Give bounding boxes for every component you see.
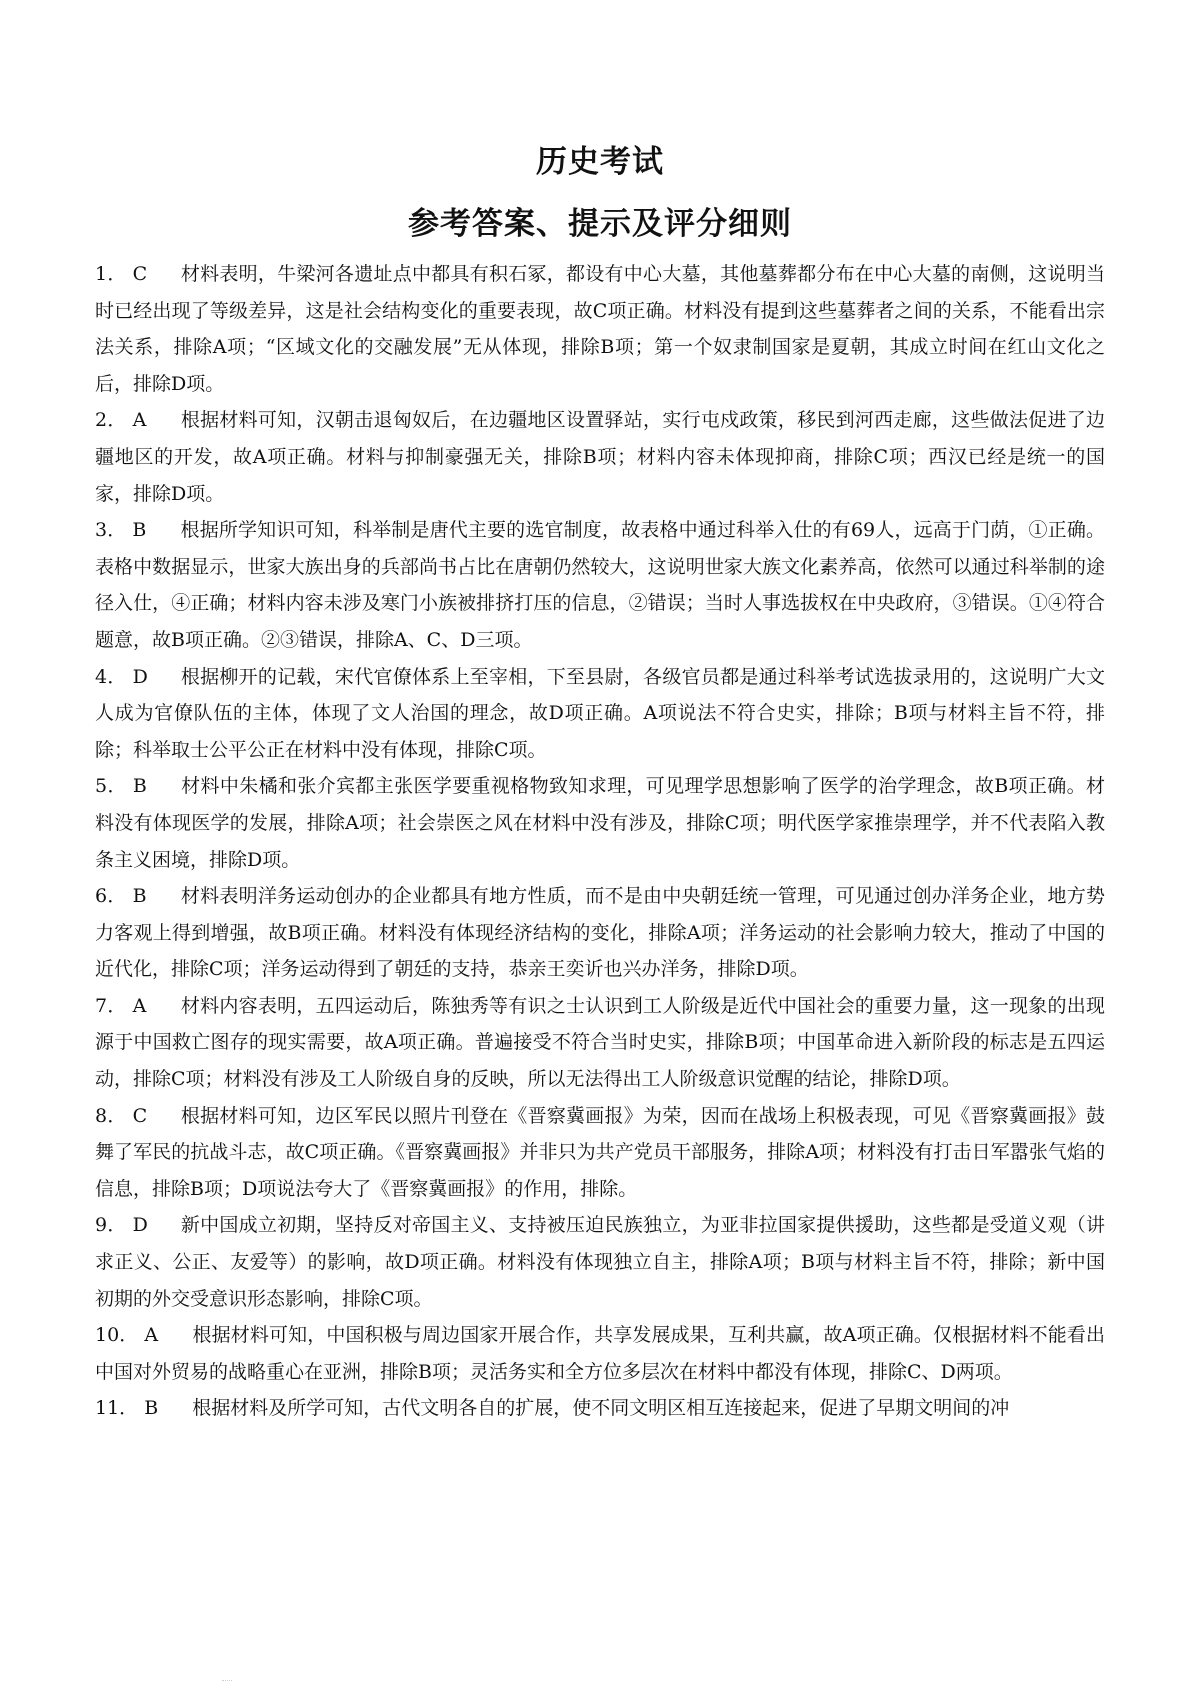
question-number: 9． [95,1214,127,1237]
answer-item-3 [95,512,1105,658]
answer-choice: A [144,1324,159,1347]
question-number: 3． [95,519,127,542]
answer-list [95,256,1105,1427]
question-number: 8． [95,1104,127,1127]
answer-item-1 [95,256,1105,402]
answer-item-9 [95,1207,1105,1317]
question-number: 1． [95,263,127,285]
answer-choice: B [132,519,147,542]
answer-explanation: 根据材料可知，边区军民以照片刊登在《晋察冀画报》为荣，因而在战场上积极表现，可见《晋察冀画报》鼓舞了军民的抗战斗志，故C项正确。《晋察冀画报》并非只为共产党员干部服务，排除A项；材料没有打击日军嚣张气焰的信息，排除B项；D项说法夸大了《晋察冀画报》的作用，排除。 [95,1104,1105,1200]
answer-explanation: 材料表明，牛梁河各遗址点中都具有积石冢，都设有中心大墓，其他墓葬都分布在中心大墓的南侧，这说明当时已经出现了等级差异，这是社会结构变化的重要表现，故C项正确。材料没有提到这些墓葬者之间的关系，不能看出宗法关系，排除A项；“区域文化的交融发展”无从体现，排除B项；第一个奴隶制国家是夏朝，其成立时间在红山文化之后，排除D项。 [95,263,1105,395]
scan-dot-mark [222,1680,232,1683]
answer-choice: A [132,994,147,1017]
answer-choice: D [132,665,148,688]
question-number: 6． [95,885,127,908]
answer-choice: B [144,1397,159,1420]
question-number: 4． [95,665,127,688]
answer-explanation: 根据柳开的记载，宋代官僚体系上至宰相，下至县尉，各级官员都是通过科举考试选拔录用的，这说明广大文人成为官僚队伍的主体，体现了文人治国的理念，故D项正确。A项说法不符合史实，排除；B项与材料主旨不符，排除；科举取士公平公正在材料中没有体现，排除C项。 [95,665,1105,761]
answer-explanation: 根据材料可知，汉朝击退匈奴后，在边疆地区设置驿站，实行屯戍政策，移民到河西走廊，这些做法促进了边疆地区的开发，故A项正确。材料与抑制豪强无关，排除B项；材料内容未体现抑商，排除C项；西汉已经是统一的国家，排除D项。 [95,409,1105,505]
answer-item-4 [95,659,1105,769]
answer-explanation: 材料表明洋务运动创办的企业都具有地方性质，而不是由中央朝廷统一管理，可见通过创办洋务企业，地方势力客观上得到增强，故B项正确。材料没有体现经济结构的变化，排除A项；洋务运动的社会影响力较大，推动了中国的近代化，排除C项；洋务运动得到了朝廷的支持，恭亲王奕䜣也兴办洋务，排除D项。 [95,885,1105,981]
answer-item-8 [95,1098,1105,1208]
answer-choice: D [132,1214,148,1237]
answer-choice: C [132,1104,148,1127]
page-title: 历史考试 [536,144,664,180]
question-number: 2． [95,409,127,432]
answer-item-11 [95,1390,1105,1427]
question-number: 7． [95,994,127,1017]
answer-item-7 [95,988,1105,1098]
answer-item-5 [95,768,1105,878]
answer-item-2 [95,402,1105,512]
answer-explanation: 根据所学知识可知，科举制是唐代主要的选官制度，故表格中通过科举入仕的有69人，远高于门荫，①正确。表格中数据显示，世家大族出身的兵部尚书占比在唐朝仍然较大，这说明世家大族文化素养高，依然可以通过科举制的途径入仕，④正确；材料内容未涉及寒门小族被排挤打压的信息，②错误；当时人事选拔权在中央政府，③错误。①④符合题意，故B项正确。②③错误，排除A、C、D三项。 [95,519,1105,651]
answer-explanation: 根据材料及所学可知，古代文明各自的扩展，使不同文明区相互连接起来，促进了早期文明间的冲 [192,1397,1010,1420]
answer-item-6 [95,878,1105,988]
question-number: 10． [95,1324,139,1347]
answer-explanation: 材料中朱橘和张介宾都主张医学要重视格物致知求理，可见理学思想影响了医学的治学理念，故B项正确。材料没有体现医学的发展，排除A项；社会崇医之风在材料中没有涉及，排除C项；明代医学家推崇理学，并不代表陷入教条主义困境，排除D项。 [95,775,1105,871]
answer-explanation: 新中国成立初期，坚持反对帝国主义、支持被压迫民族独立，为亚非拉国家提供援助，这些都是受道义观（讲求正义、公正、友爱等）的影响，故D项正确。材料没有体现独立自主，排除A项；B项与材料主旨不符，排除；新中国初期的外交受意识形态影响，排除C项。 [95,1214,1105,1310]
answer-choice: C [132,263,148,285]
answer-item-10 [95,1317,1105,1390]
answer-choice: B [132,885,147,908]
page-subtitle: 参考答案、提示及评分细则 [408,206,792,242]
answer-choice: A [132,409,147,432]
answer-explanation: 根据材料可知，中国积极与周边国家开展合作，共享发展成果，互利共赢，故A项正确。仅根据材料不能看出中国对外贸易的战略重心在亚洲，排除B项；灵活务实和全方位多层次在材料中都没有体现，排除C、D两项。 [95,1324,1105,1383]
question-number: 5． [95,775,127,798]
answer-explanation: 材料内容表明，五四运动后，陈独秀等有识之士认识到工人阶级是近代中国社会的重要力量，这一现象的出现源于中国救亡图存的现实需要，故A项正确。普遍接受不符合当时史实，排除B项；中国革命进入新阶段的标志是五四运动，排除C项；材料没有涉及工人阶级自身的反映，所以无法得出工人阶级意识觉醒的结论，排除D项。 [95,994,1105,1091]
answer-choice: B [132,775,147,798]
question-number: 11． [95,1397,139,1420]
